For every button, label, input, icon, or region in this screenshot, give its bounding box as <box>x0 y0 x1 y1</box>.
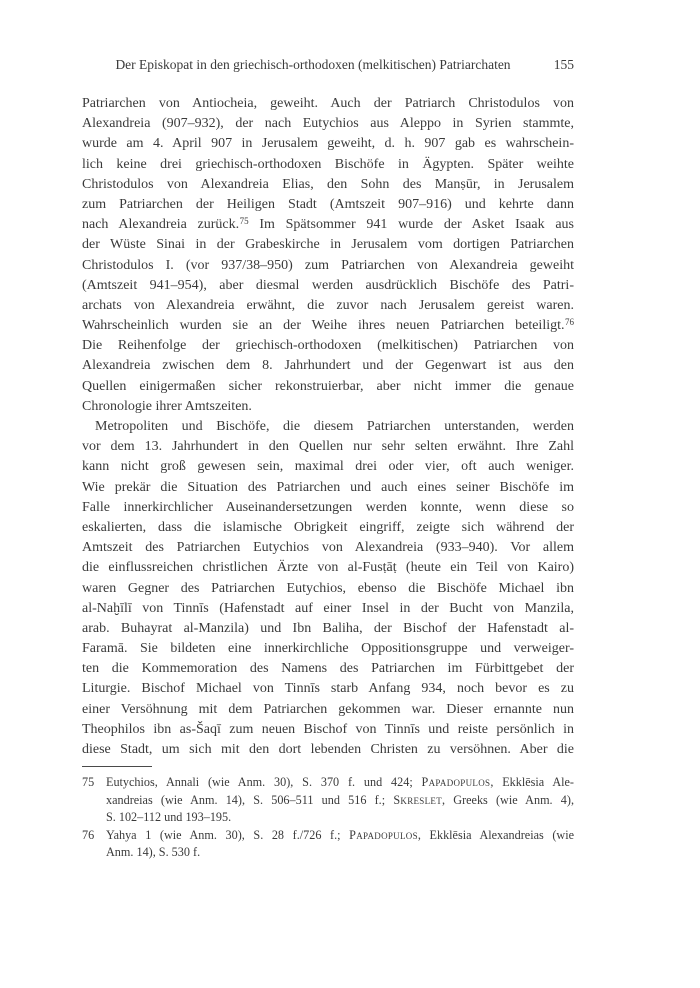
text-line: eskalierten, dass die islamische Obrigkeit eingriff, zeigte sich während der <box>82 519 574 535</box>
text-line: Alexandreia zwischen dem 8. Jahrhundert und der Gegenwart ist aus den <box>82 358 574 374</box>
text-line: zum Patriarchen der Heiligen Stadt (Amtszeit 907–916) und kehrte dann <box>82 196 574 212</box>
small-caps-name: Papadopulos <box>421 775 491 789</box>
text-line: Amtszeit des Patriarchen Eutychios von Alexandreia (933–940). Vor allem <box>82 540 574 556</box>
footnote-line: Anm. 14), S. 530 f. <box>106 845 201 859</box>
footnote-text <box>106 827 574 862</box>
text-line: Theophilos ibn as-Šaqī zum neuen Bischof von Tinnīs und reiste persönlich in <box>82 721 574 737</box>
footnote-line: xandreias (wie Anm. 14), S. 506–511 und 516 f.; Skreslet, Greeks (wie Anm. 4), <box>106 792 574 807</box>
text-line: nach Alexandreia zurück.$^{75}$ Im Spätsommer 941 wurde der Asket Isaak aus <box>82 215 574 233</box>
text-line: Wie prekär die Situation des Patriarchen und auch eines seiner Bischöfe im <box>82 479 574 495</box>
footnote-line: Yahya 1 (wie Anm. 30), S. 28 f./726 f.; Papadopulos, Ekklēsia Alexandreias (wie <box>106 827 574 842</box>
text-line: Quellen einigermaßen sicher rekonstruierbar, aber nicht immer die genaue <box>82 378 574 394</box>
footnote-separator <box>82 766 152 767</box>
page-number: 155 <box>553 57 574 72</box>
text-line: Chronologie ihrer Amtszeiten. <box>82 398 252 414</box>
page-header <box>82 56 574 76</box>
small-caps-name: Papadopulos <box>349 827 418 842</box>
text-line: diese Stadt, um sich mit den dort lebenden Christen zu versöhnen. Aber die <box>82 742 574 757</box>
text-line: al-Naḫīlī von Tinnīs (Hafenstadt auf einer Insel in der Bucht von Manzila, <box>82 600 574 616</box>
text-line: vor dem 13. Jahrhundert in den Quellen nur sehr selten erwähnt. Ihre Zahl <box>82 439 574 455</box>
text-line: Faramā. Sie bildeten eine innerkirchliche Oppositionsgruppe und verweiger- <box>82 641 574 657</box>
text-line: die einflussreichen christlichen Ärzte von al-Fusṭāṭ (heute ein Teil von Kairo) <box>82 560 574 576</box>
text-line: Alexandreia (907–932), der nach Eutychios aus Aleppo in Syrien stammte, <box>82 116 574 132</box>
footnote-ref: 76 <box>565 316 574 327</box>
text-line: der Wüste Sinai in der Grabeskirche in Jerusalem vom dortigen Patriarchen <box>82 237 574 253</box>
footnote <box>82 774 574 827</box>
small-caps-name: Skreslet <box>393 792 443 807</box>
text-line: Falle innerkirchlicher Auseinandersetzungen werden konnte, wenn diese so <box>82 499 574 515</box>
paragraph <box>82 417 574 760</box>
footnote-number: 76 <box>82 827 95 842</box>
text-line: Wahrscheinlich wurden sie an der Weihe ihres neuen Patriarchen beteiligt.$^{76}$ <box>82 316 574 334</box>
footnote <box>82 827 574 862</box>
text-line: lich keine drei griechisch-orthodoxen Bischöfe in Ägypten. Später weihte <box>82 156 574 172</box>
text-line: waren Gegner des Patriarchen Eutychios, ebenso die Bischöfe Michael ibn <box>82 580 574 596</box>
paragraph <box>82 94 574 417</box>
footnotes-block <box>82 774 574 862</box>
text-line: einer Versöhnung mit dem Patriarchen gekommen war. Dieser ernannte nun <box>82 701 574 717</box>
text-line: ten die Kommemoration des Namens des Patriarchen im Fürbittgebet der <box>82 661 574 677</box>
footnote-text <box>106 774 574 827</box>
running-head: Der Episkopat in den griechisch-orthodoxen (melkitischen) Patriarchaten <box>115 57 511 72</box>
text-line: Metropoliten und Bischöfe, die diesem Patriarchen unterstanden, werden <box>95 419 574 434</box>
text-line: Patriarchen von Antiocheia, geweiht. Auch der Patriarch Christodulos von <box>82 96 574 111</box>
text-line: kann nicht groß gewesen sein, maximal drei oder vier, oft auch weniger. <box>82 459 574 475</box>
text-line: arab. Buhayrat al-Manzila) und Ibn Baliha, der Bischof der Hafenstadt al- <box>82 620 574 636</box>
text-line: Liturgie. Bischof Michael von Tinnīs starb Anfang 934, noch bevor es zu <box>82 681 574 697</box>
text-line: Christodulos I. (vor 937/38–950) zum Patriarchen von Alexandreia geweiht <box>82 257 574 273</box>
text-line: (Amtszeit 941–954), aber diesmal werden ausdrücklich Bischöfe des Patri- <box>82 277 574 293</box>
text-line: Christodulos von Alexandreia Elias, den Sohn des Manṣūr, in Jerusalem <box>82 176 574 192</box>
footnote-number: 75 <box>82 775 95 789</box>
text-line: wurde am 4. April 907 in Jerusalem geweiht, d. h. 907 gab es wahrschein- <box>82 136 574 152</box>
body-text <box>82 94 574 760</box>
footnote-ref: 75 <box>239 215 249 226</box>
text-line: Die Reihenfolge der griechisch-orthodoxen (melkitischen) Patriarchen von <box>82 338 574 354</box>
footnote-line: Eutychios, Annali (wie Anm. 30), S. 370 f. und 424; Papadopulos, Ekklēsia Ale- <box>106 775 574 789</box>
footnote-line: S. 102–112 und 193–195. <box>106 810 232 824</box>
text-line: archats von Alexandreia erwähnt, die zuvor nach Jerusalem gereist waren. <box>82 297 574 313</box>
